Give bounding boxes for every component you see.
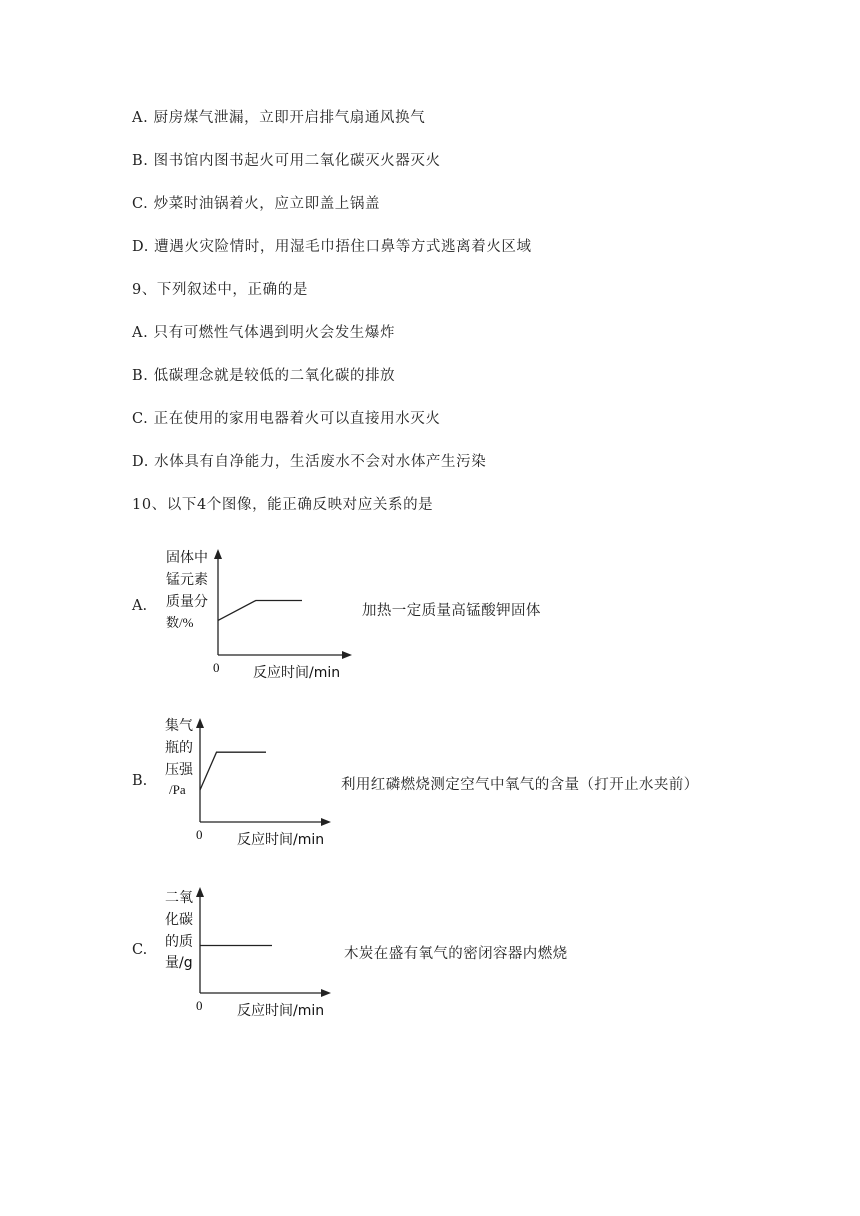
graph-b-origin: 0 <box>196 827 203 842</box>
q9-stem: 9、下列叙述中，正确的是 <box>132 282 308 298</box>
graph-b-y-arrow <box>196 718 204 728</box>
q10-stem: 10、以下4个图像，能正确反映对应关系的是 <box>132 497 434 513</box>
q10-option-b-description: 利用红磷燃烧测定空气中氧气的含量（打开止水夹前） <box>341 777 699 793</box>
graph-b-xlabel: 反应时间/min <box>237 832 325 848</box>
q9-option-d: D. 水体具有自净能力，生活废水不会对水体产生污染 <box>132 454 487 470</box>
graph-c-ylabel-4: 量/g <box>165 955 193 971</box>
graph-c-ylabel-3: 的质 <box>165 934 193 950</box>
graph-a-ylabel-3: 质量分 <box>166 594 208 610</box>
graph-c-x-arrow <box>321 989 331 997</box>
graph-b-ylabel-4: /Pa <box>169 782 186 797</box>
q8-option-a: A. 厨房煤气泄漏，立即开启排气扇通风换气 <box>132 110 426 126</box>
q8-option-b: B. 图书馆内图书起火可用二氧化碳灭火器灭火 <box>132 153 441 169</box>
graph-c-y-arrow <box>196 887 204 897</box>
q8-option-c: C. 炒菜时油锅着火，应立即盖上锅盖 <box>132 196 381 212</box>
graph-c-ylabel-2: 化碳 <box>165 912 193 928</box>
q9-option-c: C. 正在使用的家用电器着火可以直接用水灭火 <box>132 411 441 427</box>
graph-a-ylabel-4: 数/% <box>166 615 194 630</box>
graph-a-ylabel-2: 锰元素 <box>166 572 208 588</box>
graph-b-curve <box>200 752 266 790</box>
graph-c-origin: 0 <box>196 998 203 1013</box>
q10-option-a-description: 加热一定质量高锰酸钾固体 <box>362 603 541 619</box>
q10-option-b-letter: B. <box>132 773 148 789</box>
graph-a-y-arrow <box>214 549 222 559</box>
graph-b-x-arrow <box>321 818 331 826</box>
q9-option-a: A. 只有可燃性气体遇到明火会发生爆炸 <box>132 325 396 341</box>
graph-c-xlabel: 反应时间/min <box>237 1003 325 1019</box>
graph-b-ylabel-2: 瓶的 <box>165 740 193 756</box>
q10-option-c-letter: C. <box>132 942 148 958</box>
graph-a-origin: 0 <box>213 660 220 675</box>
graph-a-xlabel: 反应时间/min <box>253 665 341 681</box>
graph-b-ylabel-1: 集气 <box>165 718 193 734</box>
graph-a-curve <box>218 601 302 621</box>
graph-a-x-arrow <box>342 651 352 659</box>
q9-option-b: B. 低碳理念就是较低的二氧化碳的排放 <box>132 368 396 384</box>
graph-a-ylabel-1: 固体中 <box>166 550 208 566</box>
graph-c-ylabel-1: 二氧 <box>165 890 193 906</box>
q10-option-a-letter: A. <box>132 598 148 614</box>
q10-option-c-description: 木炭在盛有氧气的密闭容器内燃烧 <box>344 946 568 962</box>
graph-b-ylabel-3: 压强 <box>165 762 193 778</box>
q8-option-d: D. 遭遇火灾险情时，用湿毛巾捂住口鼻等方式逃离着火区域 <box>132 239 532 255</box>
